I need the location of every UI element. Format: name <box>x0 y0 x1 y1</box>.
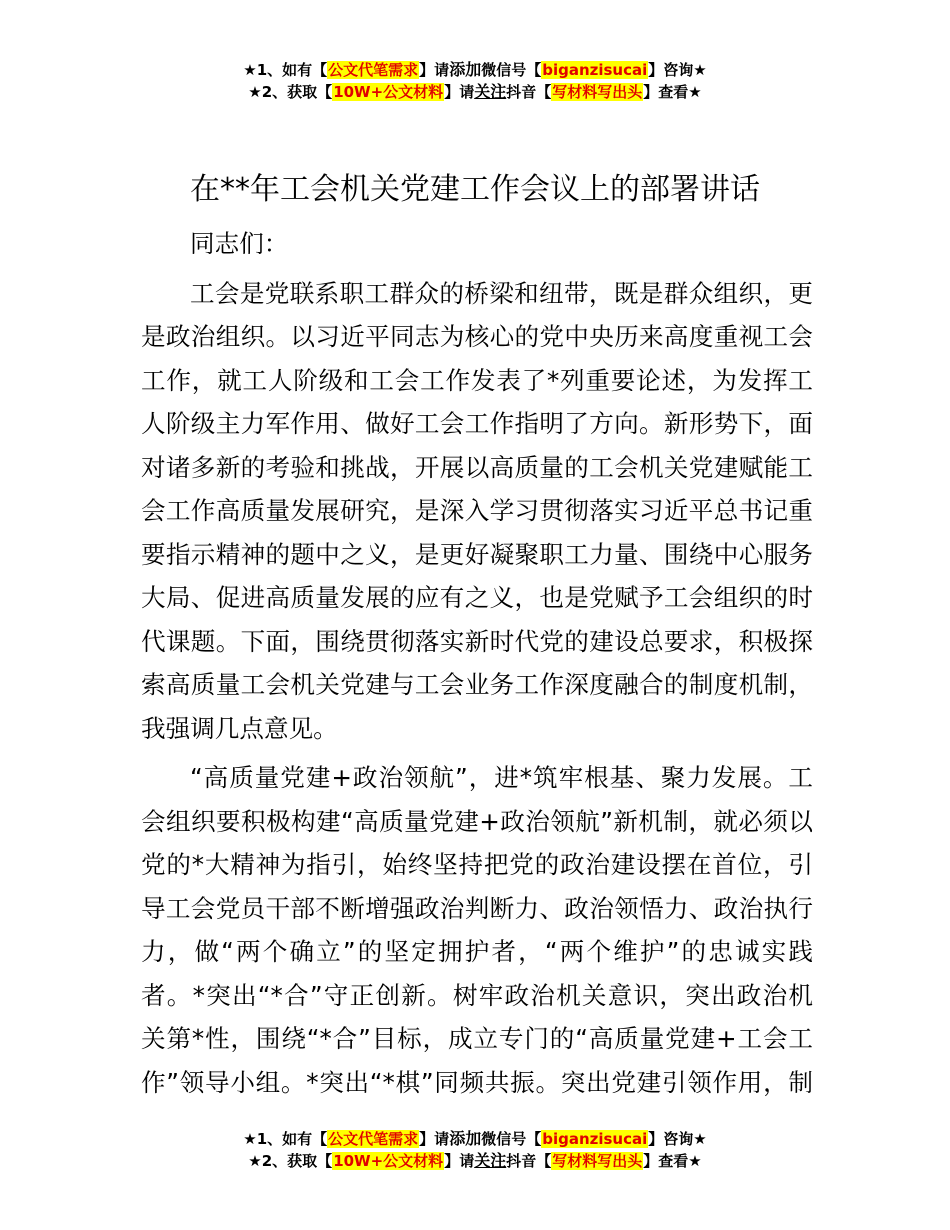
banner-text: ★1、如有【 <box>243 1130 328 1148</box>
paragraph-line: 我强调几点意见。 <box>141 713 338 743</box>
banner-highlight: 10W+公文材料 <box>333 83 444 101</box>
banner-emphasis: 添加 <box>449 1129 482 1148</box>
paragraph-line: 索高质量工会机关党建与工会业务工作深度融合的制度机制， <box>141 670 813 699</box>
banner-text: 】查看★ <box>643 1152 702 1170</box>
paragraph-line: 对诸多新的考验和挑战，开展以高质量的工会机关党建赋能工 <box>141 452 813 482</box>
header-banner <box>0 59 950 103</box>
paragraph-line: 会组织要积极构建“高质量党建+政治领航”新机制，就必须以 <box>141 806 813 836</box>
paragraph-line: 大局、促进高质量发展的应有之义，也是党赋予工会组织的时 <box>141 583 813 612</box>
banner-text: 】咨询★ <box>648 1130 707 1148</box>
banner-text: ★2、获取【 <box>248 83 333 101</box>
banner-text: ★1、如有【 <box>243 61 328 79</box>
banner-text: 抖音【 <box>506 83 552 101</box>
salutation: 同志们： <box>190 229 289 258</box>
document-title: 在**年工会机关党建工作会议上的部署讲话 <box>190 172 760 207</box>
banner-highlight: 写材料写出头 <box>552 1152 643 1170</box>
banner-emphasis: 关注 <box>474 82 507 101</box>
document-body <box>141 222 813 1104</box>
paragraph-line: 代课题。下面，围绕贯彻落实新时代党的建设总要求，积极探 <box>141 626 813 656</box>
banner-line-1 <box>0 1128 950 1150</box>
paragraph-line: 作”领导小组。*突出“*棋”同频共振。突出党建引领作用，制 <box>141 1067 813 1097</box>
banner-highlight: 公文代笔需求 <box>328 61 419 79</box>
paragraph-line: 工作，就工人阶级和工会工作发表了*列重要论述，为发挥工 <box>141 365 813 395</box>
paragraph-line: 关第*性，围绕“*合”目标，成立专门的“高质量党建+工会工 <box>141 1024 813 1053</box>
banner-text: 抖音【 <box>506 1152 552 1170</box>
banner-text: 微信号【 <box>481 1130 542 1148</box>
banner-text: ★2、获取【 <box>248 1152 333 1170</box>
banner-text: 】请 <box>419 61 450 79</box>
paragraph-line: 工会是党联系职工群众的桥梁和纽带，既是群众组织，更 <box>190 278 813 308</box>
paragraph-line: 要指示精神的题中之义，是更好凝聚职工力量、围绕中心服务 <box>141 539 813 569</box>
footer-banner <box>0 1128 950 1172</box>
banner-line-2 <box>0 1150 950 1172</box>
banner-text: 】咨询★ <box>648 61 707 79</box>
banner-text: 】请 <box>444 83 475 101</box>
paragraph-line: 者。*突出“*合”守正创新。树牢政治机关意识，突出政治机 <box>141 980 813 1010</box>
banner-highlight: 10W+公文材料 <box>333 1152 444 1170</box>
banner-highlight: 写材料写出头 <box>552 83 643 101</box>
banner-highlight: 公文代笔需求 <box>328 1130 419 1148</box>
paragraph-line: 党的*大精神为指引，始终坚持把党的政治建设摆在首位，引 <box>141 850 813 879</box>
banner-text: 】请 <box>444 1152 475 1170</box>
paragraph-line: 导工会党员干部不断增强政治判断力、政治领悟力、政治执行 <box>141 893 813 923</box>
paragraph-1 <box>141 272 813 751</box>
paragraph-2 <box>141 756 813 1104</box>
banner-text: 】请 <box>419 1130 450 1148</box>
banner-line-1 <box>0 59 950 81</box>
paragraph-line: “高质量党建+政治领航”，进*筑牢根基、聚力发展。工 <box>190 763 813 792</box>
banner-highlight: biganzisucai <box>542 1130 648 1148</box>
banner-text: 】查看★ <box>643 83 702 101</box>
paragraph-line: 力，做“两个确立”的坚定拥护者，“两个维护”的忠诚实践 <box>141 937 813 966</box>
banner-emphasis: 添加 <box>449 60 482 79</box>
banner-line-2 <box>0 81 950 103</box>
banner-text: 微信号【 <box>481 61 542 79</box>
banner-emphasis: 关注 <box>474 1151 507 1170</box>
paragraph-line: 人阶级主力军作用、做好工会工作指明了方向。新形势下，面 <box>141 409 813 438</box>
paragraph-line: 是政治组织。以习近平同志为核心的党中央历来高度重视工会 <box>141 322 813 351</box>
paragraph-line: 会工作高质量发展研究，是深入学习贯彻落实习近平总书记重 <box>141 496 813 525</box>
banner-highlight: biganzisucai <box>542 61 648 79</box>
